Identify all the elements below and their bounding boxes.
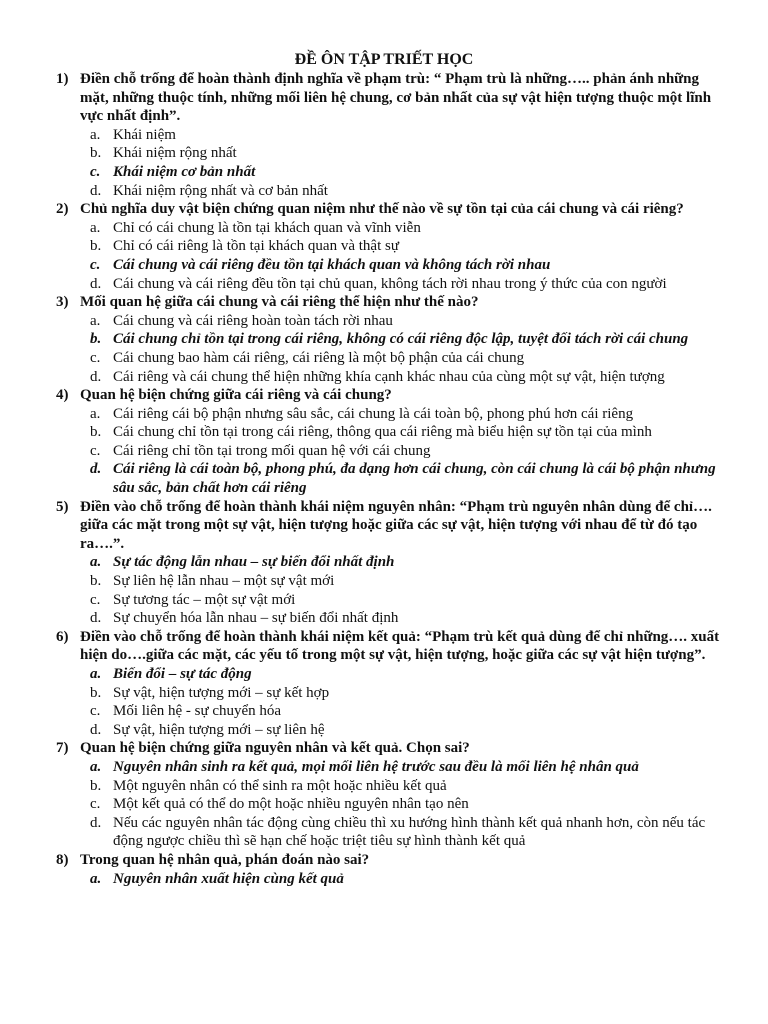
question-1 xyxy=(56,70,720,126)
option-letter: c. xyxy=(90,591,101,608)
answer-option-4-3 xyxy=(90,442,718,461)
option-text: Một nguyên nhân có thể sinh ra một hoặc nhiều kết quả xyxy=(113,777,447,794)
question-2 xyxy=(56,200,720,219)
option-text: Biến đổi – sự tác động xyxy=(113,666,252,682)
option-letter: b. xyxy=(90,238,102,255)
question-number: 8) xyxy=(56,851,69,868)
question-number: 6) xyxy=(56,628,69,645)
question-number: 3) xyxy=(56,294,69,311)
option-letter: d. xyxy=(90,814,102,831)
question-number: 5) xyxy=(56,498,69,515)
question-number: 4) xyxy=(56,387,69,404)
option-letter: a. xyxy=(90,554,102,571)
question-7 xyxy=(56,739,720,758)
option-letter: b. xyxy=(90,777,102,794)
option-text: Sự liên hệ lẫn nhau – một sự vật mới xyxy=(113,573,335,590)
option-text: Sự vật, hiện tượng mới – sự liên hệ xyxy=(113,721,325,738)
option-text: Sự chuyển hóa lẫn nhau – sự biến đổi nhất định xyxy=(113,610,399,627)
option-text: Nguyên nhân xuất hiện cùng kết quả xyxy=(113,870,344,887)
answer-option-2-3 xyxy=(90,256,718,275)
answer-option-3-4 xyxy=(90,368,718,387)
answer-option-2-4 xyxy=(90,275,718,294)
option-text: Khái niệm xyxy=(113,126,176,143)
option-letter: b. xyxy=(90,573,102,590)
option-text: Chỉ có cái riêng là tồn tại khách quan và thật sự xyxy=(113,238,399,255)
question-text: Điền vào chỗ trống để hoàn thành khái niệm kết quả: “Phạm trù kết quả dùng để chỉ những…. xuất hiện do….giữa các mặt, các yếu tố trong một sự vật, hiện tượng, hoặc giữa các sự vật hiện tượng”. xyxy=(80,628,720,664)
option-letter: c. xyxy=(90,349,101,366)
option-text: Một kết quả có thể do một hoặc nhiều nguyên nhân tạo nên xyxy=(113,796,469,813)
answer-option-3-2 xyxy=(90,330,718,349)
option-letter: d. xyxy=(90,461,102,478)
option-letter: a. xyxy=(90,126,101,143)
question-3 xyxy=(56,293,720,312)
answer-option-5-3 xyxy=(90,591,718,610)
option-text: Cái riêng là cái toàn bộ, phong phú, đa dạng hơn cái chung, còn cái chung là cái bộ phận nhưng sâu sắc, bản chất hơn cái riêng xyxy=(113,461,716,497)
answer-option-7-3 xyxy=(90,795,718,814)
question-text: Trong quan hệ nhân quả, phán đoán nào sai? xyxy=(80,851,370,868)
option-letter: a. xyxy=(90,405,101,422)
option-letter: a. xyxy=(90,758,102,775)
option-letter: b. xyxy=(90,684,102,701)
answer-option-4-4 xyxy=(90,460,718,497)
answer-option-6-1 xyxy=(90,665,718,684)
option-letter: c. xyxy=(90,703,101,720)
question-text: Điền vào chỗ trống để hoàn thành khái niệm nguyên nhân: “Phạm trù nguyên nhân dùng để chỉ…. giữa các mặt trong một sự vật, hiện tượng hoặc giữa các sự vật, hiện tượng với nhau để từ đó tạo ra….”. xyxy=(80,498,712,552)
answer-option-7-1 xyxy=(90,758,718,777)
answer-option-4-2 xyxy=(90,423,718,442)
option-text: Sự vật, hiện tượng mới – sự kết hợp xyxy=(113,684,330,701)
option-text: Cái chung và cái riêng hoàn toàn tách rời nhau xyxy=(113,312,393,329)
option-letter: b. xyxy=(90,145,102,162)
answer-option-2-1 xyxy=(90,219,718,238)
option-letter: d. xyxy=(90,275,102,292)
question-number: 1) xyxy=(56,71,69,87)
option-letter: b. xyxy=(90,424,102,441)
answer-option-6-2 xyxy=(90,684,718,703)
question-list xyxy=(0,70,768,888)
option-text: Cái chung và cái riêng đều tồn tại chủ quan, không tách rời nhau trong ý thức của con người xyxy=(113,275,667,292)
question-5 xyxy=(56,498,720,554)
option-text: Cái chung chỉ tồn tại trong cái riêng, không có cái riêng độc lập, tuyệt đối tách rời cái chung xyxy=(113,331,689,348)
answer-option-2-2 xyxy=(90,237,718,256)
answer-option-5-4 xyxy=(90,609,718,628)
option-text: Sự tác động lẫn nhau – sự biến đổi nhất định xyxy=(113,554,395,571)
answer-option-3-3 xyxy=(90,349,718,368)
option-letter: a. xyxy=(90,219,101,236)
option-text: Chỉ có cái chung là tồn tại khách quan và vĩnh viễn xyxy=(113,219,421,236)
answer-option-3-1 xyxy=(90,312,718,331)
answer-option-6-3 xyxy=(90,702,718,721)
option-letter: d. xyxy=(90,610,102,627)
option-letter: a. xyxy=(90,870,102,887)
option-text: Khái niệm cơ bản nhất xyxy=(113,163,256,180)
option-text: Mối liên hệ - sự chuyển hóa xyxy=(113,703,282,720)
answer-option-1-2 xyxy=(90,144,718,163)
answer-option-7-4 xyxy=(90,814,718,851)
option-text: Cái chung bao hàm cái riêng, cái riêng là một bộ phận của cái chung xyxy=(113,349,525,366)
document-title: ĐỀ ÔN TẬP TRIẾT HỌC xyxy=(294,51,474,68)
option-letter: c. xyxy=(90,442,101,459)
option-letter: d. xyxy=(90,182,102,199)
question-text: Quan hệ biện chứng giữa cái riêng và cái chung? xyxy=(80,387,392,404)
option-text: Cái chung chỉ tồn tại trong cái riêng, thông qua cái riêng mà biểu hiện sự tồn tại của mình xyxy=(113,424,652,441)
option-text: Cái chung và cái riêng đều tồn tại khách quan và không tách rời nhau xyxy=(113,256,551,273)
option-text: Nguyên nhân sinh ra kết quả, mọi mối liên hệ trước sau đều là mối liên hệ nhân quả xyxy=(113,758,639,775)
option-text: Khái niệm rộng nhất và cơ bản nhất xyxy=(113,182,328,199)
option-letter: b. xyxy=(90,331,102,348)
option-text: Sự tương tác – một sự vật mới xyxy=(113,591,296,608)
option-text: Cái riêng cái bộ phận nhưng sâu sắc, cái chung là cái toàn bộ, phong phú hơn cái riêng xyxy=(113,405,634,422)
question-8 xyxy=(56,851,720,870)
option-text: Cái riêng và cái chung thể hiện những khía cạnh khác nhau của cùng một sự vật, hiện tượng xyxy=(113,368,665,385)
option-letter: c. xyxy=(90,256,101,273)
answer-option-1-3 xyxy=(90,163,718,182)
question-text: Quan hệ biện chứng giữa nguyên nhân và kết quả. Chọn sai? xyxy=(80,740,470,757)
question-number: 2) xyxy=(56,201,69,218)
question-6 xyxy=(56,628,720,665)
option-letter: a. xyxy=(90,312,101,329)
option-letter: a. xyxy=(90,666,102,682)
answer-option-7-2 xyxy=(90,777,718,796)
question-4 xyxy=(56,386,720,405)
answer-option-1-4 xyxy=(90,182,718,201)
option-text: Nếu các nguyên nhân tác động cùng chiều thì xu hướng hình thành kết quả nhanh hơn, còn nếu tác động ngược chiều thì sẽ hạn chế hoặc triệt tiêu sự hình thành kết quả xyxy=(113,814,706,850)
option-letter: d. xyxy=(90,368,102,385)
answer-option-6-4 xyxy=(90,721,718,740)
answer-option-5-2 xyxy=(90,572,718,591)
question-text: Điền chỗ trống để hoàn thành định nghĩa về phạm trù: “ Phạm trù là những….. phản ánh những mặt, những thuộc tính, những mối liên hệ chung, cơ bản nhất của sự vật hiện tượng thuộc một lĩnh vực nhất định”. xyxy=(80,71,712,125)
question-text: Mối quan hệ giữa cái chung và cái riêng thể hiện như thế nào? xyxy=(80,294,479,311)
option-text: Khái niệm rộng nhất xyxy=(113,145,237,162)
answer-option-4-1 xyxy=(90,405,718,424)
answer-option-1-1 xyxy=(90,126,718,145)
answer-option-8-1 xyxy=(90,870,718,889)
question-text: Chủ nghĩa duy vật biện chứng quan niệm như thế nào về sự tồn tại của cái chung và cái riêng? xyxy=(80,201,684,218)
question-number: 7) xyxy=(56,740,69,757)
option-letter: d. xyxy=(90,721,102,738)
option-letter: c. xyxy=(90,796,101,813)
answer-option-5-1 xyxy=(90,553,718,572)
option-letter: c. xyxy=(90,163,101,180)
option-text: Cái riêng chỉ tồn tại trong mối quan hệ với cái chung xyxy=(113,442,431,459)
